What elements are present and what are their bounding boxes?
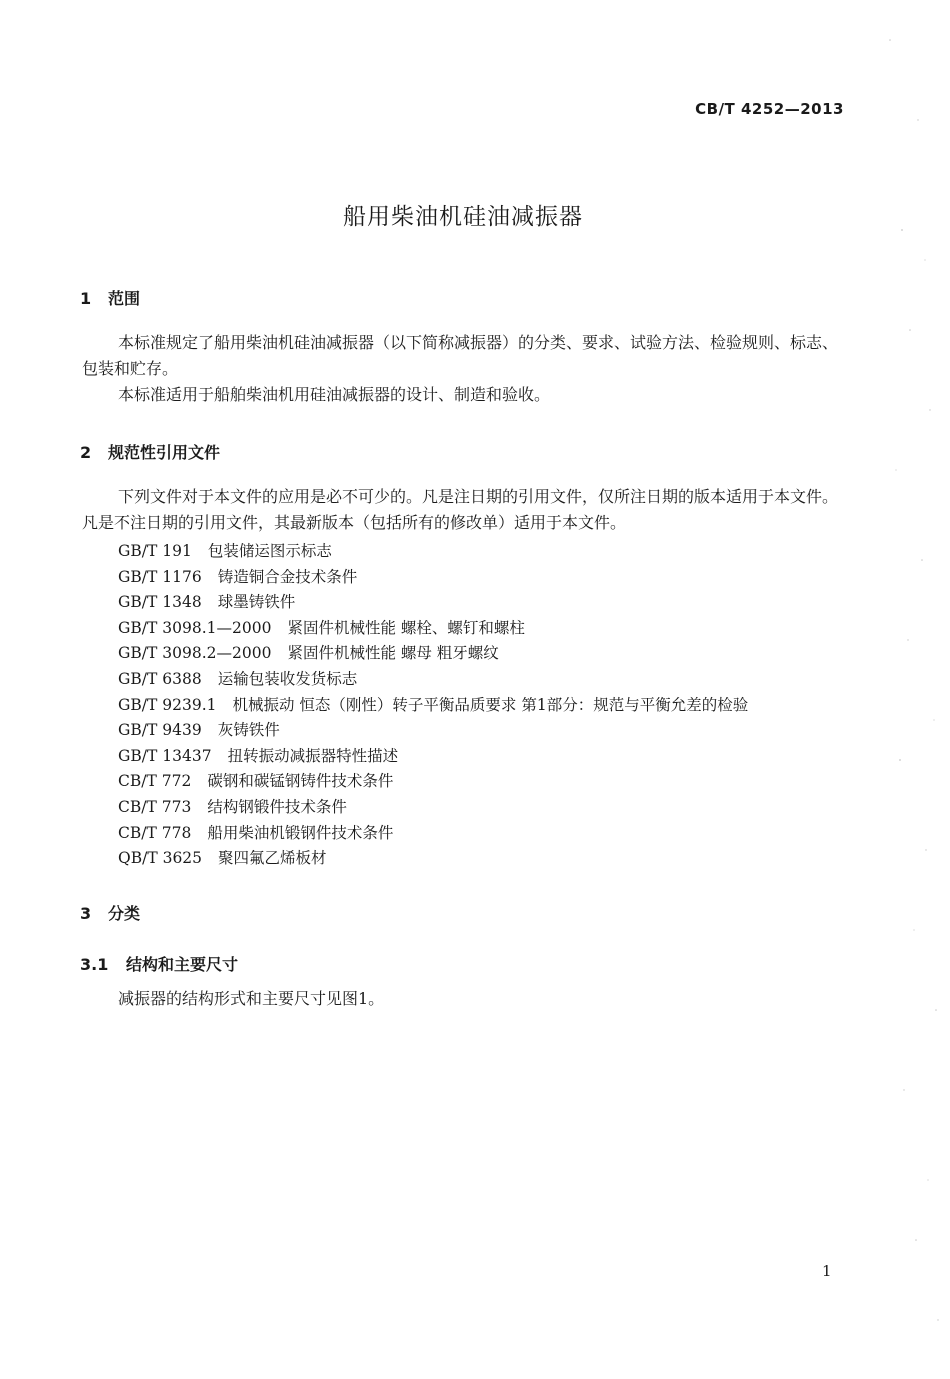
structure-paragraph: 减振器的结构形式和主要尺寸见图1。 — [118, 989, 385, 1008]
section-title: 范围 — [108, 289, 141, 308]
reference-title: 运输包装收发货标志 — [217, 669, 358, 688]
section-1-heading — [80, 286, 140, 309]
reference-code: QB/T 3625 — [118, 849, 203, 868]
section-title: 规范性引用文件 — [108, 443, 221, 462]
reference-title: 船用柴油机锻钢件技术条件 — [207, 823, 394, 842]
scope-paragraph: 本标准适用于船舶柴油机用硅油减振器的设计、制造和验收。 — [118, 385, 551, 404]
section-3-1-heading — [80, 952, 238, 975]
reference-title: 碳钢和碳锰钢铸件技术条件 — [207, 772, 394, 791]
page-number: 1 — [822, 1262, 832, 1280]
reference-code: GB/T 3098.1—2000 — [118, 618, 272, 637]
reference-item — [118, 769, 748, 795]
reference-title: 紧固件机械性能 螺母 粗牙螺纹 — [287, 644, 499, 663]
document-title: 船用柴油机硅油减振器 — [343, 204, 583, 230]
reference-item — [118, 590, 748, 616]
reference-title: 灰铸铁件 — [217, 721, 280, 740]
reference-title: 包装储运图示标志 — [207, 542, 332, 560]
reference-code: GB/T 6388 — [118, 669, 202, 688]
reference-item — [118, 616, 748, 642]
reference-code: GB/T 9239.1 — [118, 695, 217, 714]
reference-item — [118, 795, 748, 821]
reference-code: GB/T 3098.2—2000 — [118, 644, 272, 663]
reference-code: GB/T 191 — [118, 542, 192, 560]
reference-item — [118, 744, 748, 770]
reference-item — [118, 641, 748, 667]
reference-code: CB/T 772 — [118, 772, 192, 791]
standard-code: CB/T 4252—2013 — [695, 100, 844, 118]
scope-paragraph: 本标准规定了船用柴油机硅油减振器（以下简称减振器）的分类、要求、试验方法、检验规则、标志、包装和贮存。 — [82, 333, 839, 378]
reference-title: 结构钢锻件技术条件 — [207, 797, 347, 816]
reference-code: GB/T 13437 — [118, 746, 212, 765]
section-number: 3 — [80, 904, 92, 923]
reference-title: 铸造铜合金技术条件 — [217, 567, 358, 586]
reference-title: 紧固件机械性能 螺栓、螺钉和螺柱 — [287, 618, 525, 637]
reference-code: CB/T 773 — [118, 797, 192, 816]
reference-item — [118, 846, 748, 872]
reference-title: 聚四氟乙烯板材 — [218, 849, 327, 868]
reference-item — [118, 565, 748, 591]
reference-title: 扭转振动减振器特性描述 — [227, 746, 399, 765]
reference-item — [118, 718, 748, 744]
reference-code: GB/T 9439 — [118, 721, 202, 740]
reference-item — [118, 821, 748, 847]
section-number: 3.1 — [80, 955, 109, 974]
references-intro: 下列文件对于本文件的应用是必不可少的。凡是注日期的引用文件，仅所注日期的版本适用于本文件。凡是不注日期的引用文件，其最新版本（包括所有的修改单）适用于本文件。 — [82, 487, 839, 532]
reference-list — [118, 539, 748, 872]
reference-item — [118, 667, 748, 693]
reference-code: GB/T 1176 — [118, 567, 202, 586]
reference-title: 机械振动 恒态（刚性）转子平衡品质要求 第1部分：规范与平衡允差的检验 — [232, 695, 749, 714]
section-title: 结构和主要尺寸 — [126, 955, 239, 974]
section-number: 2 — [80, 443, 92, 462]
section-2-heading — [80, 440, 220, 463]
section-number: 1 — [80, 289, 92, 308]
reference-item — [118, 693, 748, 719]
reference-code: GB/T 1348 — [118, 593, 202, 612]
reference-code: CB/T 778 — [118, 823, 192, 842]
section-3-heading — [80, 901, 140, 924]
reference-item — [118, 539, 748, 565]
section-title: 分类 — [108, 904, 141, 923]
reference-title: 球墨铸铁件 — [217, 593, 296, 612]
